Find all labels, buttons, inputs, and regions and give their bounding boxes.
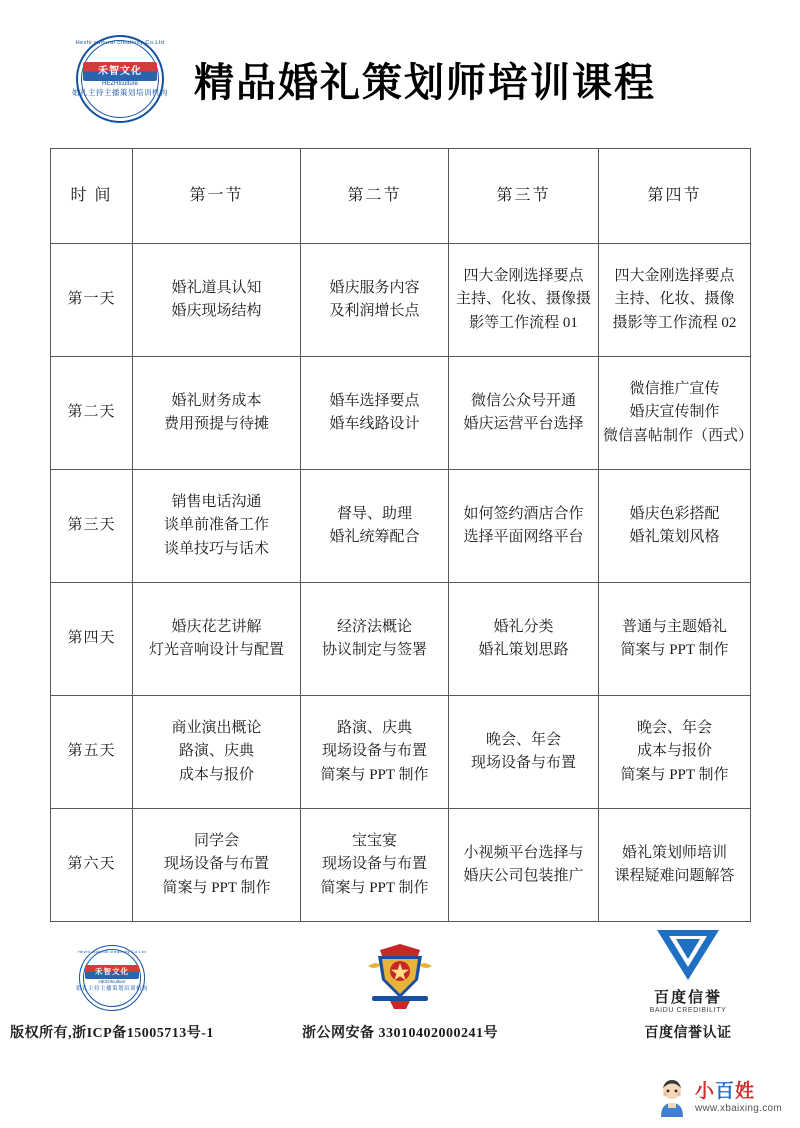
schedule-table-wrapper [50,148,754,922]
course-cell [301,357,449,470]
watermark-brand-name [695,1082,782,1103]
page-footer [0,926,800,1056]
course-cell-line: 普通与主题婚礼 [621,618,727,635]
course-cell-line: 婚礼财务成本 [171,392,262,409]
course-cell-line: 现场设备与布置 [321,856,427,873]
course-cell [449,809,599,922]
baidu-credibility-icon [649,926,727,984]
course-cell-line: 选择平面网络平台 [463,529,584,545]
site-watermark [655,1078,782,1118]
police-license-text[interactable]: 浙公网安备 33010402000241号 [302,1026,498,1041]
course-cell [449,244,599,357]
footer-seal-english-arc-text: Hezhi cultural creativity Co.Ltd [77,949,147,954]
watermark-mascot-icon [655,1078,689,1118]
course-cell [599,244,751,357]
course-cell-line: 婚庆花艺讲解 [171,618,262,635]
course-cell-line: 婚庆现场结构 [171,303,262,319]
course-cell-line: 主持、化妆、摄像 [614,291,735,308]
course-cell-line: 简案与 PPT 制作 [162,879,271,896]
day-label-cell: 第二天 [51,357,133,470]
course-cell-line: 灯光音响设计与配置 [148,642,284,658]
watermark-url: www.xbaixing.com [694,1102,782,1114]
baidu-badge-en-text: BAIDU CREDIBILITY [649,1007,727,1014]
watermark-char-2: 百 [714,1081,735,1103]
course-cell [449,696,599,809]
course-cell-line: 路演、庆典 [178,743,254,760]
course-cell-line: 谈单技巧与话术 [163,540,269,557]
course-cell [599,357,754,470]
course-cell-line: 商业演出概论 [171,720,262,737]
course-cell-line: 现场设备与布置 [470,755,576,771]
footer-icp-block [0,942,224,1042]
course-cell [301,809,449,922]
column-header-session-3: 第三节 [449,149,599,244]
course-cell-line: 简案与 PPT 制作 [320,879,429,896]
page-title: 精品婚礼策划师培训课程 [194,59,656,105]
course-cell-line: 摄影等工作流程 02 [612,314,737,331]
course-cell-line: 谈单前准备工作 [163,517,269,534]
course-cell-line: 四大金刚选择要点 [614,268,735,285]
table-body [51,244,754,922]
day-label-cell: 第五天 [51,696,133,809]
course-cell [133,809,301,922]
company-logo-seal [70,29,170,129]
footer-seal-english-subtitle: HEZHIculture [98,979,126,984]
course-cell-line: 婚庆运营平台选择 [463,416,584,432]
course-cell-line: 宝宝宴 [351,833,397,850]
table-header-row [51,149,751,244]
course-cell-line: 婚庆宣传制作 [629,404,720,421]
day-label-cell: 第三天 [51,470,133,583]
baidu-badge-cn-text: 百度信誉 [653,990,722,1006]
table-row [51,470,751,583]
course-cell-line: 晚会、年会 [485,731,561,748]
course-cell-line: 课程疑难问题解答 [614,868,735,884]
footer-seal-company-name: 禾智文化 [95,967,129,976]
watermark-char-3: 姓 [734,1081,755,1103]
course-cell-line: 微信推广宣传 [629,381,720,398]
course-cell-line: 成本与报价 [636,743,712,760]
course-cell-line: 路演、庆典 [336,720,412,737]
course-cell [301,244,449,357]
seal-english-arc-text: Hezhi cultural creativity Co.Ltd [75,40,165,46]
course-cell [133,583,301,696]
course-cell-line: 影等工作流程 01 [469,314,578,331]
course-cell-line: 协议制定与签署 [321,642,427,658]
course-cell-line: 四大金刚选择要点 [463,268,584,285]
seal-business-scope-text: 婚礼主持主播策划培训机构 [72,88,168,97]
baidu-certification-label[interactable]: 百度信誉认证 [644,1026,732,1041]
column-header-session-1: 第一节 [133,149,301,244]
course-cell [599,470,751,583]
course-cell [301,470,449,583]
course-cell-line: 晚会、年会 [636,720,712,737]
course-cell [133,470,301,583]
course-cell [301,583,449,696]
course-cell [133,357,301,470]
course-cell [449,357,599,470]
course-cell-line: 婚礼分类 [493,618,554,635]
course-cell-line: 成本与报价 [178,766,254,783]
course-cell-line: 现场设备与布置 [321,743,427,760]
course-cell-line: 婚礼策划思路 [478,642,569,658]
course-cell [599,583,751,696]
course-cell-line: 微信公众号开通 [470,392,576,409]
course-cell-line: 婚车选择要点 [329,392,420,409]
course-cell-line: 小视频平台选择与 [463,844,584,861]
course-cell-line: 婚庆色彩搭配 [629,505,720,522]
course-schedule-table [50,148,754,922]
course-cell-line: 如何签约酒店合作 [463,505,584,522]
seal-english-subtitle: HEZHIculture [101,81,138,87]
course-cell-line: 现场设备与布置 [163,856,269,873]
page-header [0,0,800,110]
column-header-session-2: 第二节 [301,149,449,244]
course-cell [449,470,599,583]
course-cell-line: 销售电话沟通 [171,494,262,511]
course-cell [449,583,599,696]
course-cell-line: 简案与 PPT 制作 [620,642,729,658]
table-row [51,583,751,696]
course-cell-line: 简案与 PPT 制作 [620,766,729,783]
course-cell [599,809,751,922]
police-emblem-icon [360,940,440,1014]
day-label-cell: 第四天 [51,583,133,696]
course-cell-line: 微信喜帖制作（西式） [603,427,754,444]
course-cell [599,696,751,809]
course-cell-line: 婚车线路设计 [329,416,420,432]
footer-police-block [288,940,512,1042]
footer-baidu-block [576,926,800,1042]
course-cell-line: 婚礼统筹配合 [329,529,420,545]
course-cell-line: 及利润增长点 [329,303,420,319]
course-cell-line: 婚礼策划风格 [629,529,720,545]
course-cell-line: 婚礼策划师培训 [621,844,727,861]
course-cell [133,244,301,357]
course-cell-line: 督导、助理 [336,505,412,522]
seal-company-name: 禾智文化 [98,66,142,77]
day-label-cell: 第六天 [51,809,133,922]
watermark-text-block [695,1082,782,1114]
course-cell-line: 婚礼道具认知 [171,279,262,296]
course-cell [301,696,449,809]
table-row [51,244,751,357]
course-cell-line: 费用预提与待摊 [163,416,269,432]
course-cell [133,696,301,809]
table-row [51,809,751,922]
icp-license-text[interactable]: 版权所有,浙ICP备15005713号-1 [10,1026,214,1041]
table-row [51,696,751,809]
footer-company-logo-seal [76,942,148,1014]
footer-seal-business-scope-text: 婚礼主持主播策划培训机构 [76,986,149,992]
column-header-time: 时 间 [51,149,133,244]
watermark-char-1: 小 [694,1081,715,1103]
course-cell-line: 婚庆公司包装推广 [463,868,584,884]
course-cell-line: 同学会 [193,833,239,850]
course-cell-line: 经济法概论 [336,618,412,635]
course-cell-line: 简案与 PPT 制作 [320,766,429,783]
course-cell-line: 主持、化妆、摄像摄 [455,291,591,308]
day-label-cell: 第一天 [51,244,133,357]
column-header-session-4: 第四节 [599,149,751,244]
course-cell-line: 婚庆服务内容 [329,279,420,296]
table-row [51,357,751,470]
